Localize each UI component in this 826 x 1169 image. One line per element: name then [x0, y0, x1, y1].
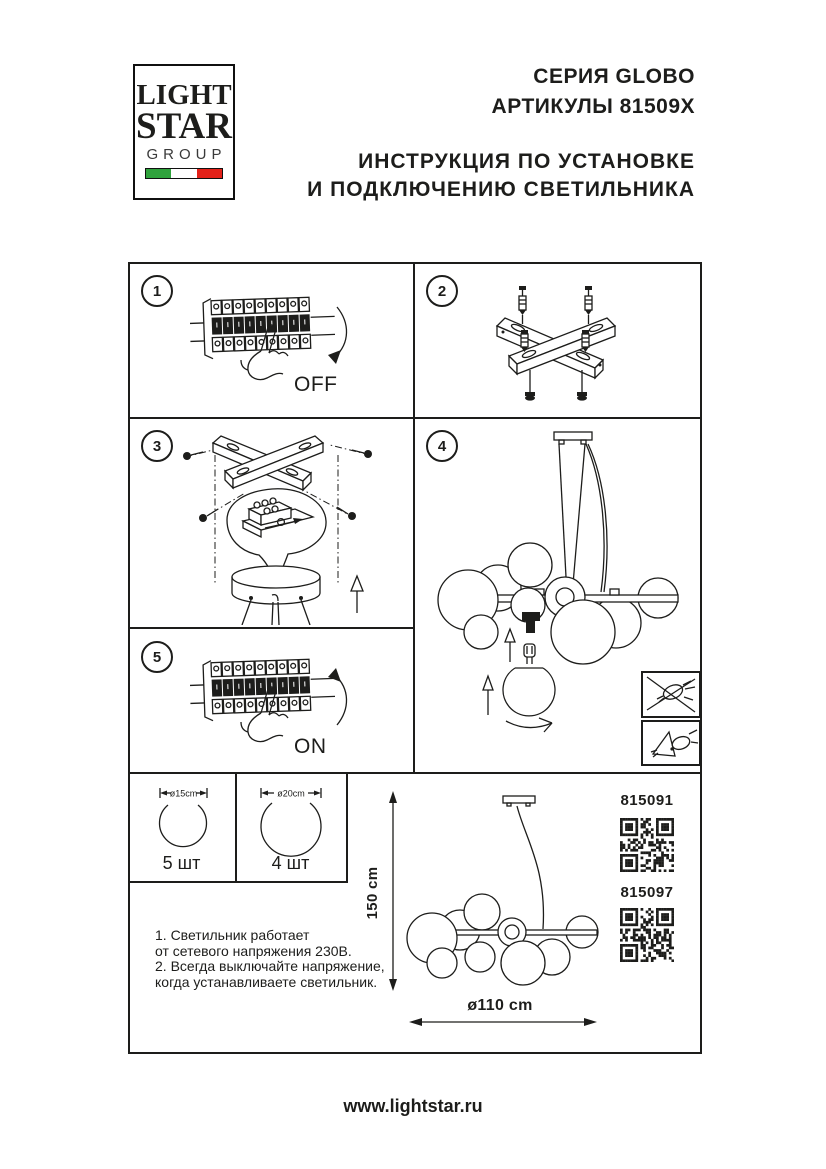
note-line-4: когда устанавливаете светильник. — [155, 973, 378, 990]
header-instruction-title — [307, 148, 695, 204]
anchor-top-left — [519, 286, 526, 324]
logo-word-star: STAR — [136, 106, 232, 147]
cross-bracket — [213, 436, 323, 490]
globe-20cm-drawing — [255, 786, 330, 858]
globe — [551, 600, 615, 664]
height-dimension-line — [386, 790, 400, 992]
globe-15cm-drawing — [150, 786, 220, 852]
globe — [427, 948, 457, 978]
height-dimension-label: 150 cm — [364, 866, 381, 920]
note-line-1: 1. Светильник работает — [155, 927, 310, 943]
rotate-up-arrow-icon — [323, 667, 353, 727]
step-4-number: 4 — [437, 437, 447, 455]
qr-code-815091 — [620, 818, 674, 872]
step-1-number: 1 — [152, 282, 162, 300]
suspension-wires — [559, 444, 607, 596]
up-arrow-icon — [351, 576, 363, 613]
italian-flag-bar — [145, 168, 223, 179]
g9-bulb-icon — [524, 644, 535, 664]
article-number-815097: 815097 — [620, 884, 674, 901]
lamp-socket — [522, 612, 540, 633]
diameter-dimension-label: ø110 cm — [467, 997, 533, 1014]
flag-white — [171, 169, 196, 178]
articles-title: АРТИКУЛЫ 81509X — [491, 95, 695, 118]
globe-cell-right-border — [346, 772, 348, 881]
canopy-cup — [232, 566, 320, 625]
article-number-815091: 815091 — [620, 792, 674, 809]
diameter-dimension-line — [408, 1014, 598, 1030]
globe — [508, 543, 552, 587]
step-1-badge — [141, 275, 173, 307]
on-label: ON — [294, 735, 327, 758]
ceiling-plate — [554, 432, 592, 444]
globe — [464, 615, 498, 649]
use-cloth-instruction — [641, 720, 701, 766]
step-2-number: 2 — [437, 282, 447, 300]
globe-cell-bottom-border — [128, 881, 348, 883]
cloth-hold-bulb-icon — [643, 722, 699, 764]
globe-20-count: 4 шт — [271, 853, 310, 873]
flag-green — [146, 169, 171, 178]
note-line-2: от сетевого напряжения 230В. — [155, 942, 352, 959]
globe-15-diameter-label: ø15cm — [169, 788, 198, 799]
up-arrow-icon — [483, 676, 493, 715]
up-arrow-icon — [505, 629, 515, 662]
cord — [517, 806, 543, 929]
globe — [465, 942, 495, 972]
logo-word-light: LIGHT — [136, 79, 232, 111]
step-5-badge — [141, 641, 173, 673]
series-title: СЕРИЯ GLOBO — [533, 65, 695, 88]
globe-15-count: 5 шт — [162, 853, 201, 873]
logo-word-group: GROUP — [146, 146, 227, 163]
note-line-3: 2. Всегда выключайте напряжение, — [155, 958, 385, 975]
header-series-block — [492, 62, 695, 122]
grid-line-row2-left — [128, 627, 415, 629]
safety-notes — [155, 928, 400, 990]
off-label: OFF — [294, 373, 338, 396]
flag-red — [197, 169, 222, 178]
lightstar-logo — [133, 64, 235, 200]
bracket-canopy-wiring-illustration — [145, 425, 410, 625]
cross-bracket-anchors-illustration — [455, 272, 695, 407]
step-2-badge — [426, 275, 458, 307]
step-5-number: 5 — [152, 648, 162, 666]
grid-line-row1 — [128, 417, 702, 419]
no-touch-bulb-icon — [643, 673, 699, 716]
no-bare-hands-warning — [641, 671, 701, 718]
globe-20-diameter-label: ø20cm — [277, 788, 305, 799]
instruction-title-line2: И ПОДКЛЮЧЕНИЮ СВЕТИЛЬНИКА — [307, 178, 695, 201]
globe — [501, 941, 545, 985]
anchor-top-right — [585, 286, 592, 324]
globe — [464, 894, 500, 930]
instruction-title-line1: ИНСТРУКЦИЯ ПО УСТАНОВКЕ — [358, 150, 695, 173]
glass-globe-detached — [503, 668, 555, 716]
step-3-number: 3 — [152, 437, 162, 455]
ceiling-plate — [503, 796, 535, 806]
screw-bottom-left — [525, 370, 535, 401]
rotate-arrow-icon — [506, 718, 552, 732]
grid-line-vertical — [413, 262, 415, 774]
qr-code-815097 — [620, 908, 674, 962]
website-url: www.lightstar.ru — [343, 1096, 483, 1116]
rotate-down-arrow-icon — [323, 305, 353, 365]
cross-bracket — [497, 318, 615, 378]
chandelier-dimension-drawing — [405, 782, 605, 1012]
grid-line-row3 — [128, 772, 702, 774]
